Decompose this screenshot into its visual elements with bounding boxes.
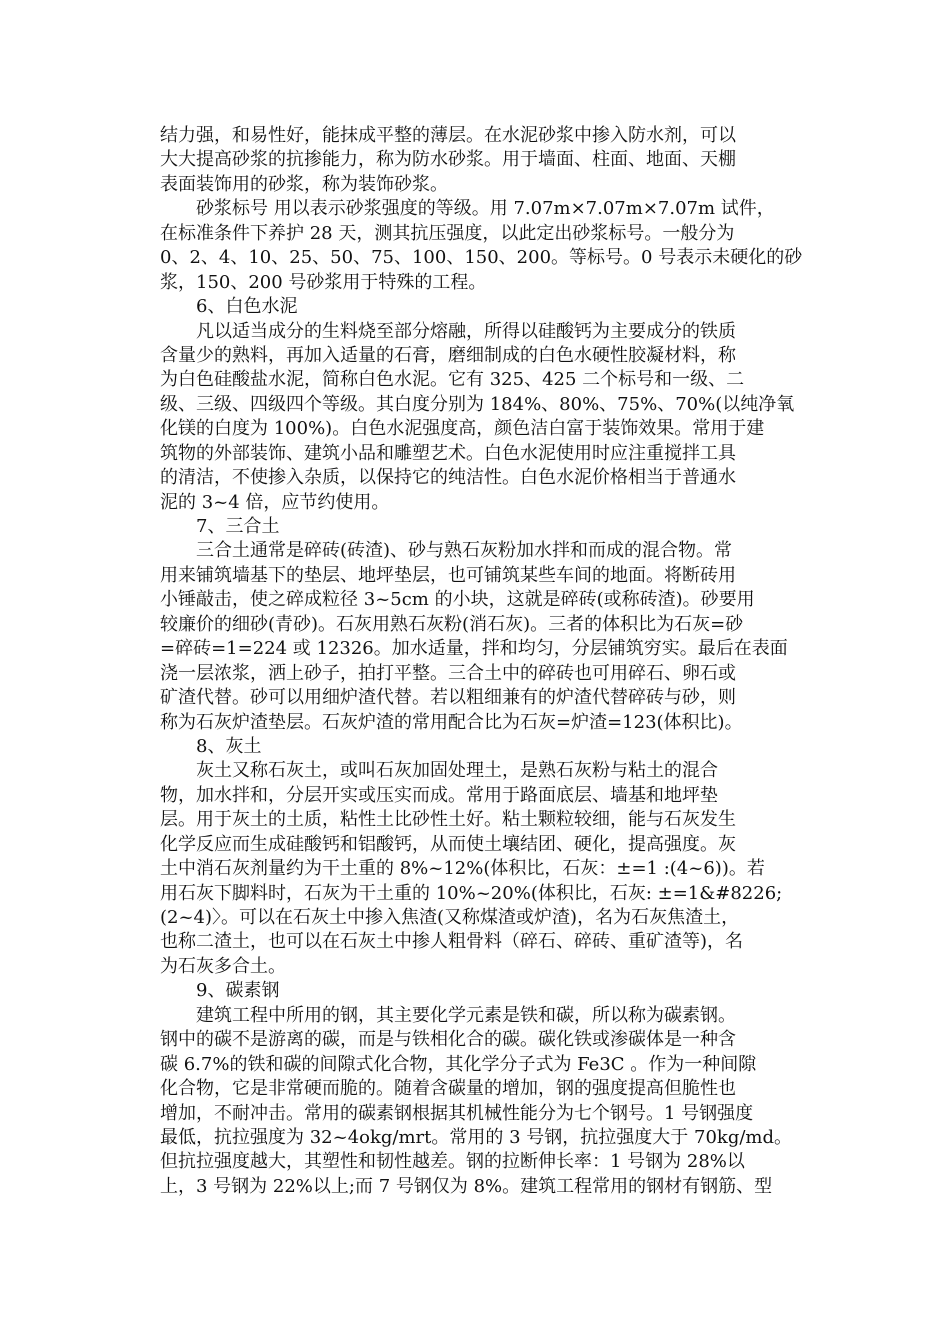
text-line: 的清洁，不使掺入杂质，以保持它的纯洁性。白色水泥价格相当于普通水 <box>160 467 736 489</box>
text-line: 化合物，它是非常硬而脆的。随着含碳量的增加，钢的强度提高但脆性也 <box>160 1078 736 1100</box>
text-line: 小锤敲击，使之碎成粒径 3~5cm 的小块，这就是碎砖(或称砖渣)。砂要用 <box>160 589 755 611</box>
text-line: 上，3 号钢为 22%以上;而 7 号钢仅为 8%。建筑工程常用的钢材有钢筋、型 <box>160 1175 773 1197</box>
text-line: =碎砖=1=224 或 12326。加水适量，拌和均匀，分层铺筑穷实。最后在表面 <box>160 638 788 660</box>
text-line: 化镁的白度为 100%)。白色水泥强度高，颜色洁白富于装饰效果。常用于建 <box>160 418 765 440</box>
document-page <box>160 124 803 1199</box>
text-line: 也称二渣土，也可以在石灰土中掺人粗骨料（碎石、碎砖、重矿渣等)，名 <box>160 931 744 953</box>
text-line: 9、碳素钢 <box>196 980 280 1002</box>
text-line: 结力强，和易性好，能抹成平整的薄层。在水泥砂浆中掺入防水剂，可以 <box>160 125 736 146</box>
text-line: 用石灰下脚料时，石灰为干土重的 10%~20%(体积比，石灰: ±=1&#8226; <box>160 882 783 904</box>
text-line: 6、白色水泥 <box>196 296 298 318</box>
text-line: 在标准条件下养护 28 天，测其抗压强度，以此定出砂浆标号。一般分为 <box>160 222 735 244</box>
text-line: 三合土通常是碎砖(砖渣)、砂与熟石灰粉加水拌和而成的混合物。常 <box>196 540 733 562</box>
text-line: 8、灰土 <box>196 735 262 757</box>
text-line: 表面装饰用的砂浆，称为装饰砂浆。 <box>160 173 448 195</box>
text-line: 为石灰多合土。 <box>160 955 286 977</box>
text-line: 为白色硅酸盐水泥，简称白色水泥。它有 325、425 二个标号和一级、二 <box>160 369 745 391</box>
text-line: 泥的 3~4 倍，应节约使用。 <box>160 491 390 513</box>
text-line: 含量少的熟料，再加入适量的石膏，磨细制成的白色水硬性胶凝材料，称 <box>160 344 736 366</box>
text-line: 大大提高砂浆的抗掺能力，称为防水砂浆。用于墙面、柱面、地面、天棚 <box>160 149 736 171</box>
text-line: 建筑工程中所用的钢，其主要化学元素是铁和碳，所以称为碳素钢。 <box>196 1004 736 1026</box>
text-line: 但抗拉强度越大，其塑性和韧性越差。钢的拉断伸长率：1 号钢为 28%以 <box>160 1151 745 1173</box>
text-line: 筑物的外部装饰、建筑小品和雕塑艺术。白色水泥使用时应注重搅拌工具 <box>160 442 736 464</box>
text-line: 碳 6.7%的铁和碳的间隙式化合物，其化学分子式为 Fe3C 。作为一种间隙 <box>160 1053 757 1075</box>
text-line: 增加，不耐冲击。常用的碳素钢根据其机械性能分为七个钢号。1 号钢强度 <box>160 1102 754 1124</box>
text-line: 砂浆标号 用以表示砂浆强度的等级。用 7.07m×7.07m×7.07m 试件， <box>196 198 775 220</box>
text-line: 最低，抗拉强度为 32~4okg/mrt。常用的 3 号钢，抗拉强度大于 70kg/md。 <box>160 1126 793 1148</box>
text-line: 浇一层浓浆，洒上砂子，拍打平整。三合土中的碎砖也可用碎石、卵石或 <box>160 662 736 684</box>
text-line: 钢中的碳不是游离的碳，而是与铁相化合的碳。碳化铁或渗碳体是一种含 <box>160 1029 736 1051</box>
text-line: 凡以适当成分的生料烧至部分熔融，所得以硅酸钙为主要成分的铁质 <box>196 320 736 342</box>
text-line: 7、三合土 <box>196 516 280 537</box>
text-line: 0、2、4、10、25、50、75、100、150、200。等标号。0 号表示未硬化的砂 <box>160 247 803 269</box>
text-line: 用来铺筑墙基下的垫层、地坪垫层，也可铺筑某些车间的地面。将断砖用 <box>160 564 736 586</box>
text-line: 称为石灰炉渣垫层。石灰炉渣的常用配合比为石灰=炉渣=123(体积比)。 <box>160 711 743 733</box>
text-line: 矿渣代替。砂可以用细炉渣代替。若以粗细兼有的炉渣代替碎砖与砂，则 <box>160 687 736 709</box>
text-line: 土中消石灰剂量约为干土重的 8%~12%(体积比，石灰：±=1 :(4~6))。若 <box>160 858 765 880</box>
text-line: 级、三级、四级四个等级。其白度分别为 184%、80%、75%、70%(以纯净氧 <box>160 393 795 415</box>
text-line: 层。用于灰土的土质，粘性土比砂性土好。粘土颗粒较细，能与石灰发生 <box>160 809 736 831</box>
text-line: 化学反应而生成硅酸钙和铝酸钙，从而使土壤结团、硬化，提高强度。灰 <box>160 833 736 855</box>
text-line: 浆，150、200 号砂浆用于特殊的工程。 <box>160 271 487 293</box>
text-line: 物，加水拌和，分层开实或压实而成。常用于路面底层、墙基和地坪垫 <box>160 784 718 806</box>
text-line: 较廉价的细砂(青砂)。石灰用熟石灰粉(消石灰)。三者的体积比为石灰=砂 <box>160 613 744 635</box>
text-line: (2~4)〉。可以在石灰土中掺入焦渣(又称煤渣或炉渣)，名为石灰焦渣土， <box>160 907 740 928</box>
text-line: 灰土又称石灰土，或叫石灰加固处理土，是熟石灰粉与粘土的混合 <box>196 760 718 782</box>
